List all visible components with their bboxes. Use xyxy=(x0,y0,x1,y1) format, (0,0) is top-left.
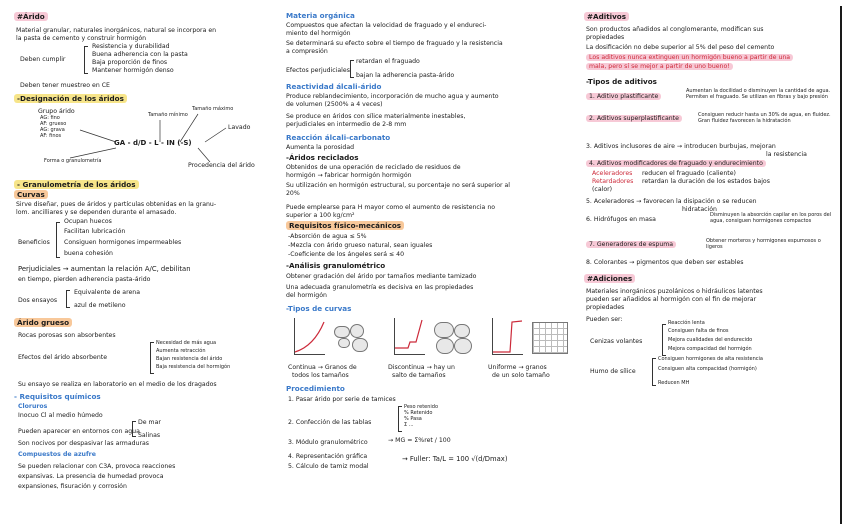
tipo4-label xyxy=(586,160,766,167)
efectos-item: Aumenta retracción xyxy=(156,348,206,354)
adit-text-5 xyxy=(586,63,733,70)
cumplir-item: Buena adherencia con la pasta xyxy=(92,51,188,58)
diag-grupo-item: AF: grueso xyxy=(40,121,67,127)
diag-formula: GA - d/D - L - IN (-S) xyxy=(114,139,192,147)
curve-sketch-continua xyxy=(290,318,380,358)
tipo5-result: hidratación xyxy=(682,206,717,213)
efectos-brace xyxy=(150,342,154,374)
tipo7-label xyxy=(586,241,676,248)
beneficios-item: Ocupan huecos xyxy=(64,218,112,225)
efectos-perj-item: retardan el fraguado xyxy=(356,58,420,65)
uniform-grid xyxy=(532,322,568,354)
heading-granulometria-text: - Granulometría de los áridos xyxy=(14,180,139,189)
tipo7-result: Obtener morteros y hormigones espumosos o ligeros xyxy=(706,238,821,250)
efectos-item: Bajan resistencia del árido xyxy=(156,356,223,362)
diag-grupo-item: AG: grava xyxy=(40,127,65,133)
efectos-item: Necesidad de más agua xyxy=(156,340,217,346)
heading-aditivos xyxy=(584,12,629,21)
beneficios-item: Consiguen hormigones impermeables xyxy=(64,239,182,246)
tipo4-a-label: Aceleradores xyxy=(592,170,633,177)
fis-item: -Mezcla con árido grueso natural, sean iguales xyxy=(288,242,433,249)
ensayos-item: azul de metileno xyxy=(74,302,126,309)
recic-text-6: superior a 100 kg/cm² xyxy=(286,212,355,219)
tablas-brace xyxy=(398,406,402,432)
heading-designacion xyxy=(14,94,127,103)
tipo4-c: (calor) xyxy=(592,186,613,193)
proc-item: 1. Pasar árido por serie de tamices xyxy=(288,396,396,403)
cloruros-brace xyxy=(132,421,136,437)
adit-text-4 xyxy=(586,54,793,61)
diag-lavado: Lavado xyxy=(228,124,251,131)
recic-text-2: hormigón → fabricar hormigón hormigón xyxy=(286,172,412,179)
efectos-perj-brace xyxy=(350,60,354,78)
curve1-label: Continua → Granos de xyxy=(288,364,357,371)
heading-tipos: -Tipos de aditivos xyxy=(586,77,657,86)
pebble xyxy=(352,338,368,352)
tipo3-result: la resistencia xyxy=(766,151,807,158)
materia-text-4: a compresión xyxy=(286,48,328,55)
curve2-label: Discontinua → hay un xyxy=(388,364,455,371)
heading-arido-grueso xyxy=(14,318,72,327)
efectos-perj-label: Efectos perjudiciales xyxy=(286,67,350,74)
intro-line-1: Material granular, naturales inorgánicos, natural se incorpora en xyxy=(16,27,217,34)
muestreo-text: Deben tener muestreo en CE xyxy=(20,82,110,89)
beneficios-label: Beneficios xyxy=(18,239,50,246)
cenizas-item: Consiguen falta de finos xyxy=(668,328,729,334)
humo-item: Consiguen alta compacidad (hormigón) xyxy=(658,366,757,372)
mg-formula: → MG = Σ%ret / 100 xyxy=(388,437,451,444)
fis-item: -Coeficiente de los ángeles será ≤ 40 xyxy=(288,251,405,258)
heading-designacion-text: -Designación de los áridos xyxy=(14,94,127,103)
tipo2-text: 2. Aditivos superplastificante xyxy=(586,115,682,122)
right-column xyxy=(582,0,838,530)
heading-adiciones xyxy=(584,274,635,283)
proc-item: 3. Módulo granulométrico xyxy=(288,439,368,446)
nocivos-text: Son nocivos por despasivar las armaduras xyxy=(18,440,150,447)
tipo4-text: 4. Aditivos modificadores de fraguado y endurecimiento xyxy=(586,160,766,167)
cloruros-item: De mar xyxy=(138,419,161,426)
page-edge-line xyxy=(840,6,842,524)
intro-line-2: la pasta de cemento y construir hormigón xyxy=(16,35,147,42)
azufre-text-1: Se pueden relacionar con C3A, provoca reacciones xyxy=(18,463,176,470)
dos-ensayos-label: Dos ensayos xyxy=(18,297,58,304)
uniforme-curve xyxy=(492,318,526,354)
adic-text-3: propiedades xyxy=(586,304,625,311)
adit-text-3: La dosificación no debe superior al 5% del peso del cemento xyxy=(586,44,775,51)
heading-req-quimicos xyxy=(14,392,101,401)
adic-text-2: pueden ser añadidos al hormigón con el fin de mejorar xyxy=(586,296,757,303)
cumplir-item: Baja proporción de finos xyxy=(92,59,168,66)
tipo3-label: 3. Aditivos inclusores de aire → introducen burbujas, mejoran xyxy=(586,143,776,150)
deben-cumplir-label: Deben cumplir xyxy=(20,56,66,63)
pebble xyxy=(434,322,454,338)
adit-text-4-highlight: Los aditivos nunca extinguen un hormigón bueno a partir de una xyxy=(586,54,793,61)
heading-reciclados: -Áridos reciclados xyxy=(286,153,359,162)
perjudiciales-text-2: en tiempo, pierden adherencia pasta-árido xyxy=(18,276,151,283)
cumplir-item: Mantener hormigón denso xyxy=(92,67,174,74)
diagram-arrows xyxy=(30,106,270,174)
curve3-label: Uniforme → granos xyxy=(488,364,547,371)
perjudiciales-text: Perjudiciales → aumentan la relación A/C, debilitan xyxy=(18,265,191,273)
curvas-text-1: Sirve diseñar, pues de áridos y partículas obtenidas en la granu- xyxy=(16,201,217,208)
heading-reactividad: Reactividad álcali-árido xyxy=(286,82,382,91)
heading-arido xyxy=(14,12,48,21)
tablas-item: Σ ... xyxy=(404,422,414,428)
heading-arido-grueso-text: Árido grueso xyxy=(14,318,72,327)
cumplir-item: Resistencia y durabilidad xyxy=(92,43,170,50)
heading-arido-text: #Árido xyxy=(14,12,48,21)
adit-text-2: propiedades xyxy=(586,34,625,41)
recic-text-4: 20% xyxy=(286,190,300,197)
heading-curvas-text: Curvas xyxy=(14,190,48,199)
diag-grupo-item: AG: fino xyxy=(40,115,60,121)
tipo1-label xyxy=(586,93,661,100)
cenizas-item: Mejora cualidades del endurecido xyxy=(668,337,753,343)
adit-text-1: Son productos añadidos al conglomerante, modifican sus xyxy=(586,26,764,33)
heading-req-fisico-text: Requisitos físico-mecánicos xyxy=(286,221,404,230)
ensayos-brace xyxy=(66,290,70,308)
cloruros-text: Inocuo Cl al medio húmedo xyxy=(18,412,103,419)
humo-label: Humo de sílice xyxy=(590,368,636,375)
materia-text-3: Se determinará su efecto sobre el tiempo de fraguado y la resistencia xyxy=(286,40,503,47)
cenizas-label: Cenizas volantes xyxy=(590,338,643,345)
efectos-label: Efectos del árido absorbente xyxy=(18,354,108,361)
pebble xyxy=(350,324,364,338)
analisis-text-1: Obtener gradación del árido por tamaños mediante tamizado xyxy=(286,273,477,280)
diag-tamano-min: Tamaño mínimo xyxy=(148,112,188,118)
tipo4-b-label: Retardadores xyxy=(592,178,634,185)
cenizas-brace xyxy=(662,324,666,356)
azufre-text-2: expansivas. La presencia de humedad provoca xyxy=(18,473,164,480)
tipo7-text: 7. Generadores de espuma xyxy=(586,241,676,248)
middle-column xyxy=(284,0,574,530)
proc-item: 2. Confección de las tablas xyxy=(288,419,372,426)
tipo4-b-result: retardan la duración de los estados bajos xyxy=(642,178,770,185)
diag-forma: Forma o granulometría xyxy=(44,158,102,164)
tablas-item: Peso retenido xyxy=(404,404,439,410)
heading-cloruros: Cloruros xyxy=(18,403,48,410)
materia-text-1: Compuestos que afectan la velocidad de fraguado y el endureci- xyxy=(286,22,487,29)
diag-tamano-max: Tamaño máximo xyxy=(192,106,234,112)
tablas-item: % Pasa xyxy=(404,416,422,422)
tipo1-text: 1. Aditivo plastificante xyxy=(586,93,661,100)
tipo6-label: 6. Hidrófugos en masa xyxy=(586,216,656,223)
ensayo-text: Su ensayo se realiza en laboratorio en el medio de los dragados xyxy=(18,381,217,388)
proc-item: 4. Representación gráfica xyxy=(288,453,368,460)
pebble xyxy=(334,326,350,338)
beneficios-brace xyxy=(56,222,60,258)
ensayos-item: Equivalente de arena xyxy=(74,289,140,296)
heading-materia: Materia orgánica xyxy=(286,11,355,20)
heading-procedimiento: Procedimiento xyxy=(286,384,345,393)
heading-adiciones-text: #Adiciones xyxy=(584,274,635,283)
tipo4-a-result: reducen el fraguado (caliente) xyxy=(642,170,736,177)
diag-procedencia: Procedencia del árido xyxy=(188,162,255,169)
react-text-3: Se produce en áridos con sílice materialmente inestables, xyxy=(286,113,466,120)
analisis-text-2: Una adecuada granulometría es decisiva en las propiedades xyxy=(286,284,474,291)
heading-req-quimicos-text: - Requisitos químicos xyxy=(14,392,101,401)
heading-granulometria xyxy=(14,180,139,189)
fuller-formula: → Fuller: Ta/L = 100 √(d/Dmax) xyxy=(402,455,508,463)
heading-reaccion: Reacción álcali-carbonato xyxy=(286,133,391,142)
tipo1-result: Aumentan la docilidad o disminuyen la cantidad de agua. Permiten el fraguado. Se utilizan en fibras y bajo presión xyxy=(686,88,831,100)
cenizas-item: Reacción lenta xyxy=(668,320,705,326)
cumplir-brace xyxy=(84,46,88,74)
pebble xyxy=(338,338,350,348)
pueden-aparecer-text: Pueden aparecer en entornos con agua xyxy=(18,428,140,435)
azufre-text-3: expansiones, fisuración y corrosión xyxy=(18,483,127,490)
beneficios-item: Facilitan lubricación xyxy=(64,228,126,235)
react-text-1: Produce reblandecimiento, incorporación de mucho agua y aumento xyxy=(286,93,499,100)
tipo2-label xyxy=(586,115,682,122)
discontinua-curve xyxy=(394,318,428,354)
beneficios-item: buena cohesión xyxy=(64,250,113,257)
recic-text-3: Su utilización en hormigón estructural, su porcentaje no será superior al xyxy=(286,182,511,189)
curve2-label-2: salto de tamaños xyxy=(392,372,446,379)
left-column xyxy=(0,0,282,530)
analisis-text-3: del hormigón xyxy=(286,292,327,299)
efectos-perj-item: bajan la adherencia pasta-árido xyxy=(356,72,455,79)
tipo2-result: Consiguen reducir hasta un 30% de agua, en fluidez. Gran fluidez favorecen la hidratación xyxy=(698,112,831,124)
adit-text-5-highlight: mala, pero sí se mejor a partir de uno bueno! xyxy=(586,63,733,70)
pebble xyxy=(454,324,470,338)
proc-item: 5. Cálculo de tamiz modal xyxy=(288,463,369,470)
rocas-text: Rocas porosas son absorbentes xyxy=(18,332,116,339)
cenizas-item: Mejora compacidad del hormigón xyxy=(668,346,752,352)
heading-req-fisico xyxy=(286,221,404,230)
diag-grupo: Grupo árido xyxy=(38,108,75,115)
curve-sketch-uniforme xyxy=(488,318,574,358)
pebble xyxy=(436,338,454,354)
tipo6-result: Disminuyen la absorción capilar en los poros del agua, consiguen hormigones compactos xyxy=(710,212,832,224)
recic-text-5: Puede emplearse para H mayor como el aumento de resistencia no xyxy=(286,204,496,211)
materia-text-2: miento del hormigón xyxy=(286,30,351,37)
cloruros-item: Salinas xyxy=(138,432,161,439)
humo-item: Consiguen hormigones de alta resistencia xyxy=(658,356,763,362)
pebble xyxy=(454,338,472,354)
curve3-label-2: de un solo tamaño xyxy=(492,372,550,379)
reaccion-text: Aumenta la porosidad xyxy=(286,144,355,151)
adic-text-1: Materiales inorgánicos puzolánicos o hidráulicos latentes xyxy=(586,288,763,295)
tipo8-label: 8. Colorantes → pigmentos que deben ser estables xyxy=(586,259,744,266)
humo-brace xyxy=(652,358,656,386)
pueden-ser: Pueden ser: xyxy=(586,316,623,323)
humo-item: Reducen MH xyxy=(658,380,690,386)
react-text-4: perjudiciales en intermedio de 2-8 mm xyxy=(286,121,407,128)
diag-grupo-item: AF: finos xyxy=(40,133,62,139)
heading-aditivos-text: #Aditivos xyxy=(584,12,629,21)
tablas-item: % Retenido xyxy=(404,410,433,416)
designation-diagram xyxy=(30,106,270,174)
efectos-item: Baja resistencia del hormigón xyxy=(156,364,231,370)
recic-text-1: Obtenidos de una operación de reciclado de residuos de xyxy=(286,164,461,171)
react-text-2: de volumen (2500% a 4 veces) xyxy=(286,101,383,108)
heading-tipos-curvas: -Tipos de curvas xyxy=(286,304,352,313)
curvas-text-2: lom. ancilliares y se dependen durante el amasado. xyxy=(16,209,177,216)
fis-item: -Absorción de agua ≤ 5% xyxy=(288,233,367,240)
continua-curve xyxy=(294,318,328,354)
curve1-label-2: todos los tamaños xyxy=(292,372,349,379)
curve-sketch-discontinua xyxy=(390,318,480,358)
heading-curvas xyxy=(14,190,48,199)
tipo5-label: 5. Aceleradores → favorecen la disipación o se reducen xyxy=(586,198,757,205)
heading-analisis: -Análisis granulométrico xyxy=(286,261,386,270)
heading-azufre: Compuestos de azufre xyxy=(18,451,96,458)
